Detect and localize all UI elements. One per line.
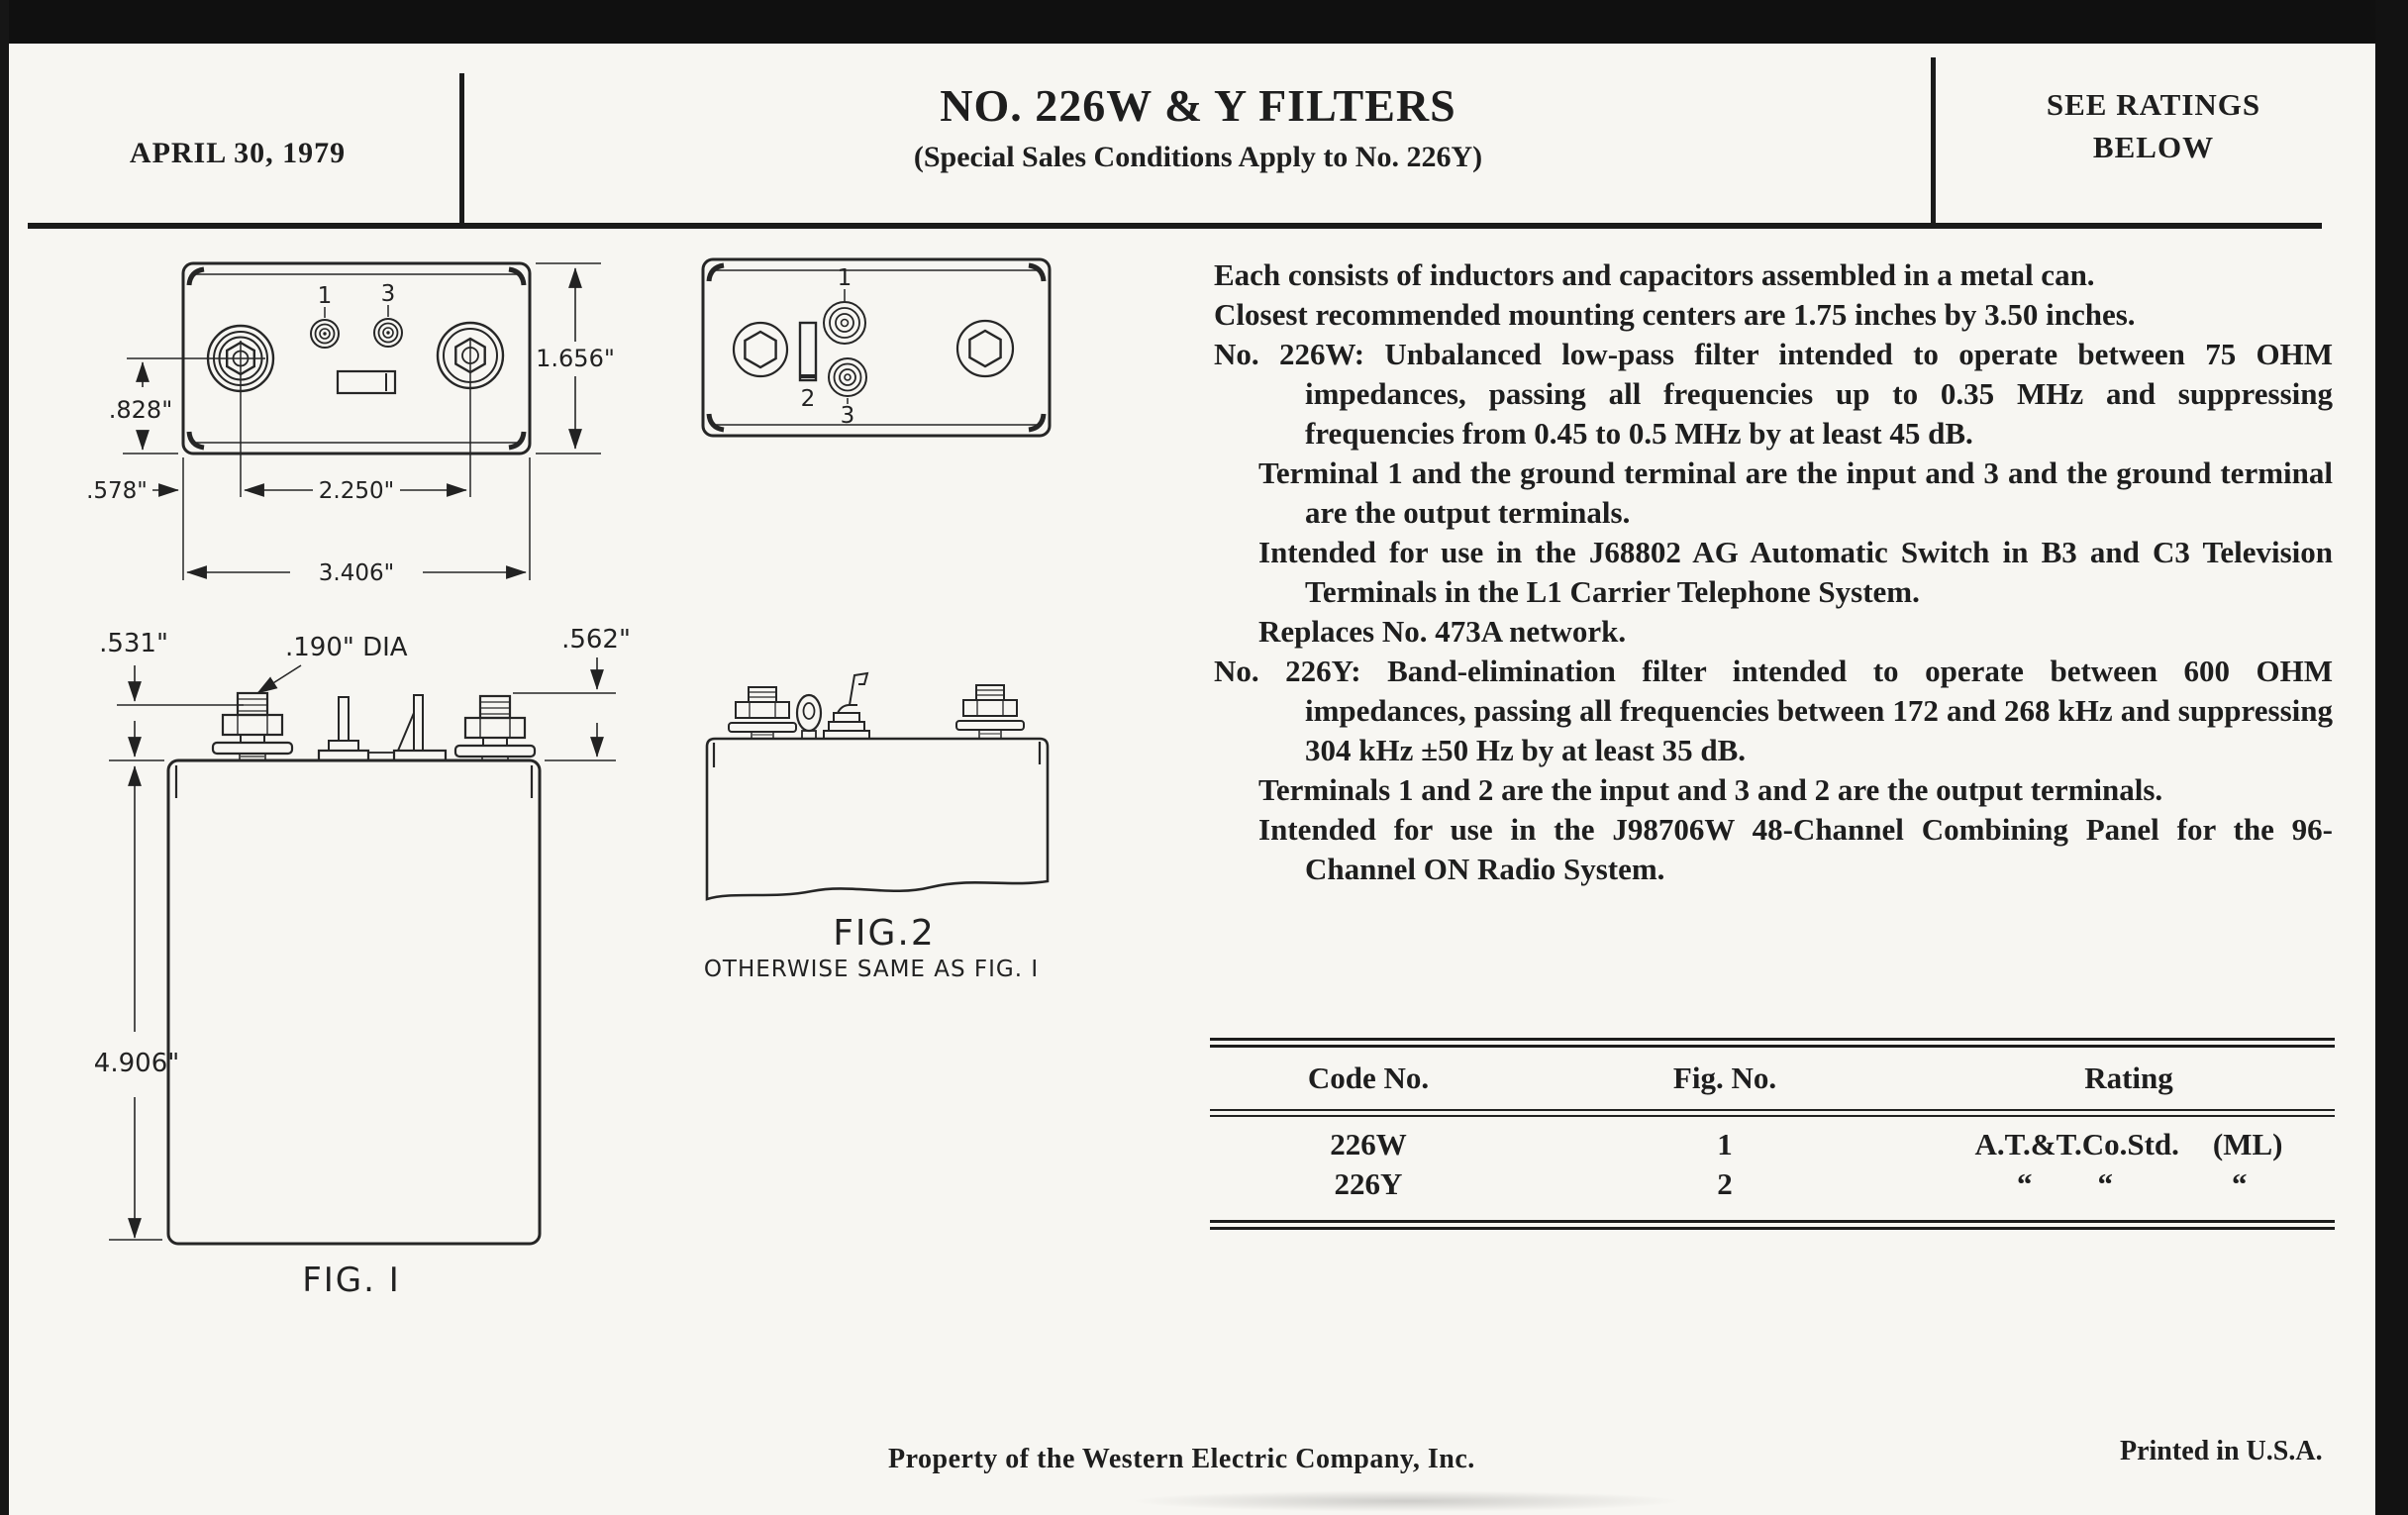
description-paragraph: Replaces No. 473A network. (1258, 614, 1627, 649)
fig2-label: FIG.2 (833, 913, 936, 954)
header-divider-left (459, 73, 464, 224)
fig2-left-stud (729, 687, 796, 739)
description-paragraph: Each consists of inductors and capacitors assembled in a metal can. (1214, 257, 2095, 292)
fig1-side-view (50, 594, 644, 1317)
description-paragraph: Terminal 1 and the ground terminal are the input and 3 and the ground terminal are the output terminals. (1258, 455, 2333, 530)
dim-body-height: 4.906" (93, 1049, 180, 1078)
fig1-terminal-3 (374, 305, 402, 347)
fig1-can-body (168, 760, 540, 1244)
header-rule (28, 223, 2322, 229)
fig2-right-stud (956, 685, 1024, 739)
cell-rating-ditto (1923, 1166, 2335, 1202)
footer-property-notice: Property of the Western Electric Company, Inc. (888, 1444, 1475, 1474)
ditto-mark: “ (2017, 1166, 2033, 1201)
ratings-note-line1: SEE RATINGS (2046, 87, 2261, 122)
ratings-note-line2: BELOW (2092, 130, 2215, 164)
cell-fig: 2 (1717, 1166, 1733, 1201)
cell-rating (1923, 1127, 2335, 1162)
doc-subtitle: (Special Sales Conditions Apply to No. 226Y) (913, 141, 1483, 173)
fig2-eyelet-terminal (797, 695, 821, 739)
fig2-slot-terminal-2 (800, 323, 816, 380)
table-rule-top (1210, 1038, 2335, 1048)
publication-date: APRIL 30, 1979 (129, 137, 347, 169)
scan-edge-left (0, 0, 9, 1515)
dim-edge-offset: .578" (86, 478, 148, 504)
description-paragraph: Closest recommended mounting centers are 1.75 inches by 3.50 inches. (1214, 297, 2136, 332)
table-header-fig: Fig. No. (1672, 1060, 1777, 1095)
dim-bushing-spacing: 2.250" (318, 478, 395, 504)
fig2-right-bushing (957, 321, 1013, 376)
fig2-can-outline (703, 259, 1050, 436)
fig2-terminal-3-label: 3 (840, 403, 855, 429)
fig1-label: FIG. I (302, 1261, 401, 1300)
fig2-flag-terminal (824, 673, 869, 739)
fig2-can-body (707, 739, 1048, 899)
scan-edge-right (2375, 0, 2408, 1515)
cell-code: 226Y (1334, 1166, 1403, 1201)
fig1-terminal-1-label: 1 (317, 283, 333, 309)
fig2-top-view (683, 248, 1099, 475)
table-header-row (1210, 1048, 2335, 1109)
rating-note: (ML) (2212, 1127, 2283, 1162)
rating-text: A.T.&T.Co.Std. (1974, 1127, 2179, 1162)
table-header-rating: Rating (2084, 1060, 2173, 1095)
dim-stud-diameter: .190" DIA (285, 633, 408, 662)
description-paragraph: Intended for use in the J98706W 48-Channel Combining Panel for the 96-Channel ON Radio System. (1258, 812, 2333, 886)
fig2-side-view (673, 644, 1129, 1040)
cell-fig: 1 (1717, 1127, 1733, 1162)
fig1-right-bushing (438, 323, 503, 497)
table-rule-mid (1210, 1109, 2335, 1117)
dim-stud-height: .531" (99, 629, 168, 658)
dim-bushing-offset: .828" (108, 396, 173, 424)
scan-smudge (1129, 1490, 1683, 1512)
scan-edge-top (0, 0, 2408, 44)
fig2-terminal-2-label: 2 (800, 386, 816, 412)
fig1-right-stud (455, 696, 535, 760)
description-paragraph: No. 226Y: Band-elimination filter intended to operate between 600 OHM impedances, passing all frequencies between 172 and 268 kHz and suppressing 304 kHz ±50 Hz by at least 35 dB. (1214, 654, 2333, 767)
ditto-mark: “ (2232, 1166, 2248, 1201)
table-header-code: Code No. (1307, 1060, 1430, 1095)
ditto-mark: “ (2097, 1166, 2113, 1201)
dim-can-width: 3.406" (318, 560, 395, 586)
doc-title: NO. 226W & Y FILTERS (940, 80, 1456, 131)
fig1-left-stud (213, 693, 292, 760)
table-row (1210, 1164, 2335, 1204)
fig2-terminal-1-label: 1 (837, 265, 853, 291)
fig2-terminal-3 (829, 358, 866, 404)
fig1-terminal-1 (311, 307, 339, 348)
footer-printed-in: Printed in U.S.A. (2120, 1436, 2323, 1466)
fig2-terminal-1 (824, 289, 865, 344)
dim-can-height: 1.656" (536, 345, 615, 372)
fig1-top-view (59, 248, 615, 586)
ratings-table (1210, 1038, 2335, 1230)
fig1-solder-lugs (319, 695, 446, 760)
dim-terminal-height: .562" (561, 625, 631, 655)
cell-code: 226W (1330, 1127, 1407, 1162)
fig1-terminal-3-label: 3 (380, 281, 396, 307)
description-paragraph: Terminals 1 and 2 are the input and 3 and 2 are the output terminals. (1258, 772, 2163, 807)
description-block (1214, 255, 2333, 889)
table-row (1210, 1125, 2335, 1164)
table-rule-bottom (1210, 1220, 2335, 1230)
ratings-note (1936, 83, 2371, 168)
fig2-note: OTHERWISE SAME AS FIG. I (703, 957, 1040, 982)
fig2-left-bushing (734, 323, 787, 376)
description-paragraph: No. 226W: Unbalanced low-pass filter intended to operate between 75 OHM impedances, passing all frequencies up to 0.35 MHz and suppressing frequencies from 0.45 to 0.5 MHz by at least 45 dB. (1214, 337, 2333, 451)
description-paragraph: Intended for use in the J68802 AG Automatic Switch in B3 and C3 Television Terminals in the L1 Carrier Telephone System. (1258, 535, 2333, 609)
